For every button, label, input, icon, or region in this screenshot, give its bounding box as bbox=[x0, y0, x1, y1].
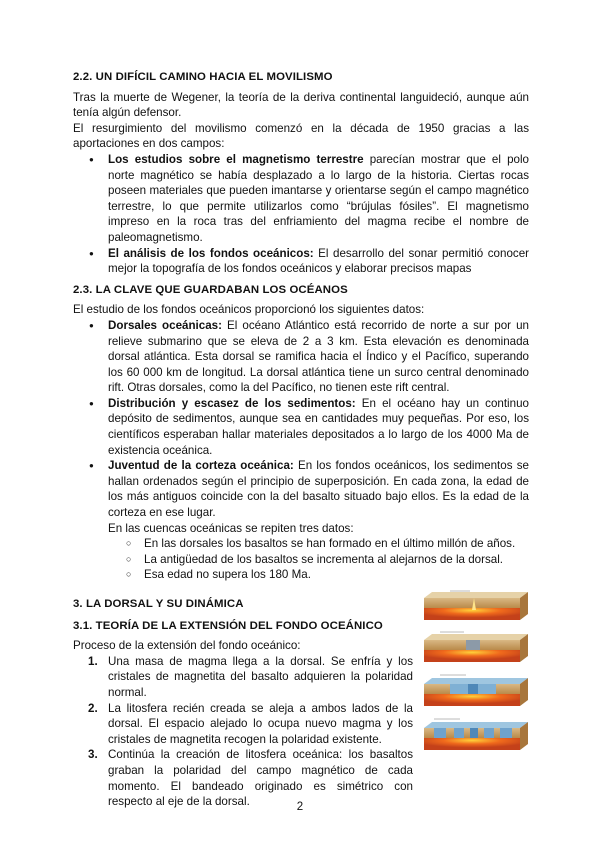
paragraph: Proceso de la extensión del fondo oceánico: bbox=[73, 639, 301, 653]
sub-list bbox=[73, 536, 529, 583]
section-3-heading: 3. LA DORSAL Y SU DINÁMICA bbox=[73, 598, 244, 610]
list-item: 3. Continúa la creación de litosfera oceánica: los basaltos graban la polaridad del campo magnético de cada momento. El bandeado originado es simétrico con respecto al eje de la dorsal. bbox=[88, 748, 413, 809]
sub-list-item: ○ Esa edad no supera los 180 Ma. bbox=[108, 567, 529, 583]
diagram-stage-1 bbox=[424, 591, 528, 620]
list-item: ● Dorsales oceánicas: El océano Atlántico está recorrido de norte a sur por un relieve submarino que se eleva de 2 a 3 km. Esta elevación es denominada dorsal atlántica. Esta dorsal se ramifica hacia el Índico y el Pacífico, superando los 60 000 km de longitud. La dorsal atlántica tiene un surco central denominado rift. Otras dorsales, como la del Pacífico, no tienen este rift central. bbox=[73, 318, 529, 396]
paragraph: En las cuencas oceánicas se repiten tres datos: bbox=[108, 521, 354, 535]
list-item: ● El análisis de los fondos oceánicos: El desarrollo del sonar permitió conocer mejor la topografía de los fondos oceánicos y elaborar precisos mapas bbox=[73, 246, 529, 277]
diagram-stage-3 bbox=[424, 675, 528, 706]
sub-list-item: ○ La antigüedad de los basaltos se incrementa al alejarnos de la dorsal. bbox=[108, 552, 529, 568]
paragraph: Tras la muerte de Wegener, la teoría de la deriva continental languideció, aunque aún tenía algún defensor. bbox=[73, 90, 529, 120]
paragraph: El resurgimiento del movilismo comenzó en la década de 1950 gracias a las aportaciones en dos campos: bbox=[73, 121, 529, 151]
numbered-list bbox=[73, 654, 413, 810]
section-2-3-heading: 2.3. LA CLAVE QUE GUARDABAN LOS OCÉANOS bbox=[73, 283, 348, 296]
section-2-2-heading: 2.2. UN DIFÍCIL CAMINO HACIA EL MOVILISMO bbox=[73, 71, 333, 83]
bullet-list bbox=[73, 318, 529, 521]
list-item: 1. Una masa de magma llega a la dorsal. Se enfría y los cristales de magnetita del basalto adquieren la polaridad normal. bbox=[88, 654, 413, 699]
diagram-stage-2 bbox=[424, 632, 528, 662]
list-item: ● Los estudios sobre el magnetismo terrestre parecían mostrar que el polo norte magnético se había desplazado a lo largo de la historia. Ciertas rocas poseen materiales que pueden imantarse y orientarse según el campo magnético terrestre, lo que permite utilizarlos como “brújulas fósiles”. El magnetismo impreso en la roca tras del enfriamiento del magma recibe el nombre de paleomagnetismo. bbox=[73, 152, 529, 246]
section-3-1-heading: 3.1. TEORÍA DE LA EXTENSIÓN DEL FONDO OCEÁNICO bbox=[73, 619, 383, 632]
seafloor-spreading-illustration bbox=[420, 588, 532, 756]
list-item: ● Juventud de la corteza oceánica: En los fondos oceánicos, los sedimentos se hallan ordenados según el principio de superposición. En cada zona, la edad de los más antiguos coincide con la del basalto situado bajo ellos. Es la edad de la corteza en ese lugar. bbox=[73, 458, 529, 520]
list-item: 2. La litosfera recién creada se aleja a ambos lados de la dorsal. El espacio alejado lo ocupa nuevo magma y los cristales de magnetita recogen la polaridad existente. bbox=[88, 701, 413, 746]
sub-list-item: ○ En las dorsales los basaltos se han formado en el último millón de años. bbox=[108, 536, 529, 552]
paragraph: El estudio de los fondos oceánicos proporcionó los siguientes datos: bbox=[73, 303, 425, 317]
list-item: ● Distribución y escasez de los sedimentos: En el océano hay un continuo depósito de sedimentos, aunque sea en cantidades muy pequeñas. Por eso, los científicos esperaban hallar materiales depositados a lo largo de los 4000 Ma de existencia oceánica. bbox=[73, 396, 529, 458]
diagram-stage-4 bbox=[424, 719, 528, 750]
page-number: 2 bbox=[296, 801, 304, 813]
bullet-list bbox=[73, 152, 529, 277]
